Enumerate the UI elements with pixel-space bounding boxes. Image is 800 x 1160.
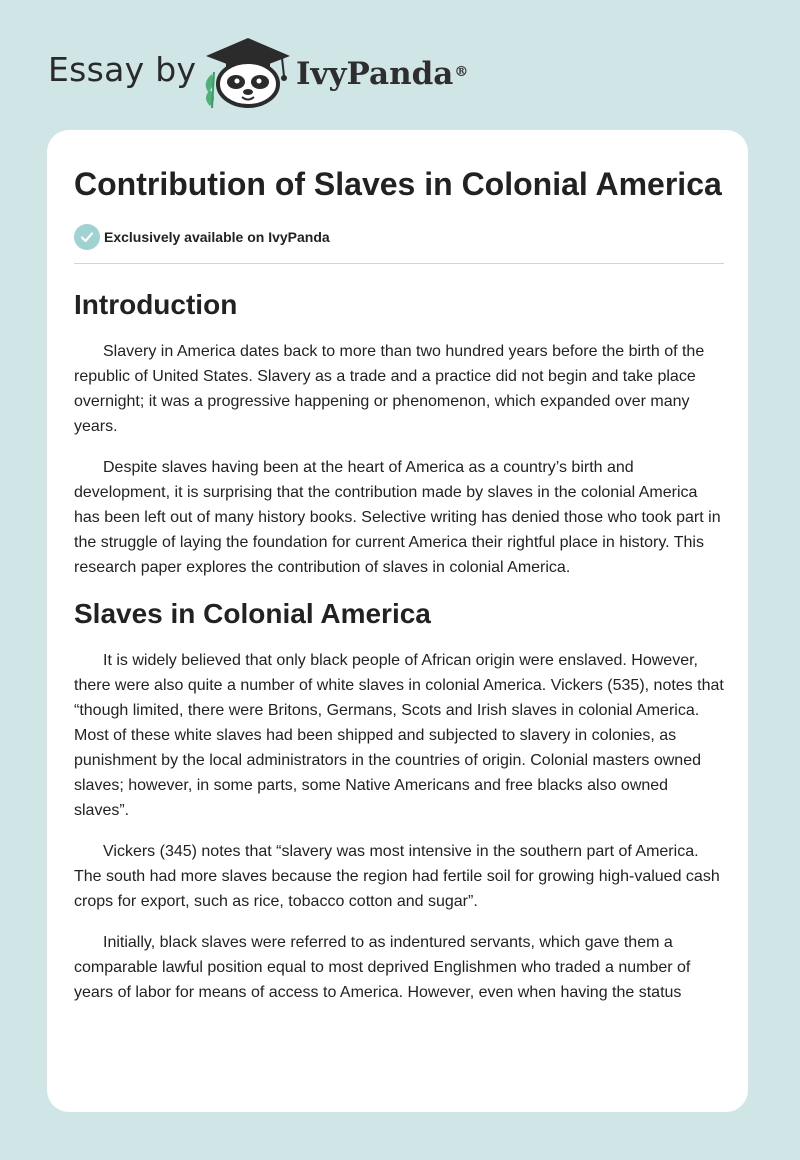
essay-content: [74, 164, 724, 1021]
registered-mark: ®: [454, 64, 469, 80]
section-heading-slaves-in-colonial-america: Slaves in Colonial America: [74, 598, 431, 629]
exclusive-badge: [74, 223, 724, 251]
title-divider: [74, 263, 724, 264]
paragraph: Despite slaves having been at the heart of America as a country’s birth and development, it is surprising that the contribution made by slaves in the colonial America has been left out of many history books. Selective writing has denied those who took part in the struggle of laying the foundation for current America their rightful place in history. This research paper explores the contribution of slaves in colonial America.: [74, 459, 721, 576]
essay-title: Contribution of Slaves in Colonial America: [74, 166, 722, 202]
check-icon: [74, 224, 100, 250]
paragraph: Vickers (345) notes that “slavery was most intensive in the southern part of America. The south had more slaves because the region had fertile soil for growing high-valued cash crops for export, such as rice, tobacco cotton and sugar”.: [74, 843, 720, 910]
paragraph: Slavery in America dates back to more than two hundred years before the birth of the republic of United States. Slavery as a trade and a practice did not begin and take place overnight; it was a progressive happening or phenomenon, which expanded over many years.: [74, 343, 705, 435]
paragraph: It is widely believed that only black people of African origin were enslaved. However, there were also quite a number of white slaves in colonial America. Vickers (535), notes that “though limited, there were Britons, Germans, Scots and Irish slaves in colonial America. Most of these white slaves had been shipped and subjected to slavery in colonies, as punishment by the local administrators in the countries of origin. Colonial masters owned slaves; however, in some parts, some Native Americans and free blacks also owned slaves”.: [74, 652, 724, 819]
brand-name[interactable]: [296, 54, 468, 94]
site-header: [0, 0, 800, 120]
exclusive-badge-text: Exclusively available on IvyPanda: [104, 229, 330, 245]
ivypanda-logo-icon[interactable]: [198, 34, 294, 110]
brand-text: IvyPanda: [296, 56, 454, 92]
paragraph: Initially, black slaves were referred to as indentured servants, which gave them a comparable lawful position equal to most deprived Englishmen who traded a number of years of labor for means of access to America. However, even when having the status: [74, 934, 691, 1001]
essay-card: [47, 130, 748, 1112]
essay-by-label: Essay by: [48, 50, 197, 89]
section-heading-introduction: Introduction: [74, 289, 238, 320]
